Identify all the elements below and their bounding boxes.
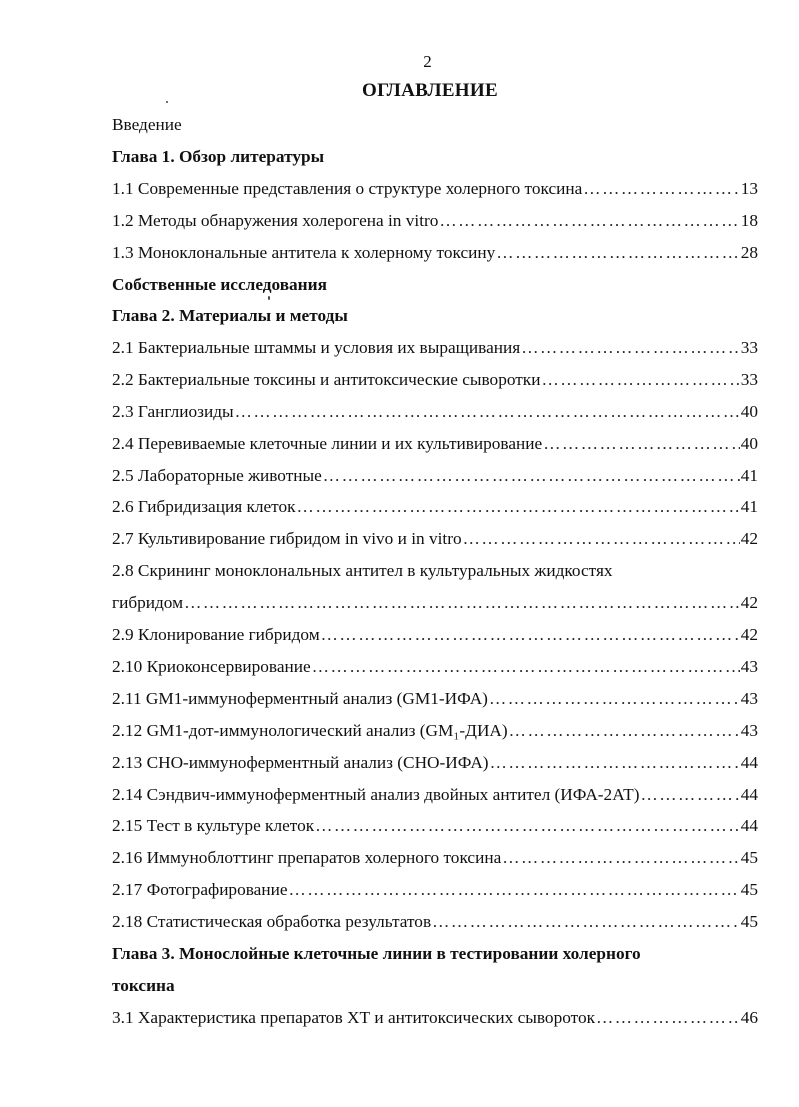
toc-entry: 2.11 GM1-иммуноферментный анализ (GM1-ИФА) …………………………………………………………………………………………………………………………………………………… 43 (112, 684, 758, 714)
toc-entry: 3.1 Характеристика препаратов ХТ и антитоксических сывороток …………………………………………………………………………………………………………………………………………………… 46 (112, 1003, 758, 1033)
toc-entry: 2.17 Фотографирование …………………………………………………………………………………………………………………………………………………… 45 (112, 875, 758, 905)
toc-entry: 2.3 Ганглиозиды …………………………………………………………………………………………………………………………………………………… 40 (112, 397, 758, 427)
toc-heading-chapter-1: Глава 1. Обзор литературы (112, 147, 325, 166)
toc-page-number: 45 (740, 880, 758, 899)
dot-leader (184, 588, 740, 618)
toc-entry: 2.16 Иммуноблоттинг препаратов холерного токсина …………………………………………………………………………………………………………………………………………………… 45 (112, 843, 758, 873)
dot-leader (489, 684, 740, 714)
toc-page-number: 33 (740, 338, 758, 357)
toc-page-number: 13 (740, 179, 758, 198)
dot-leader (543, 429, 740, 459)
toc-entry: 1.1 Современные представления о структуре холерного токсина …………………………………………………………………………………………………………………………………………………… 13 (112, 174, 758, 204)
toc-page-number: 40 (740, 434, 758, 453)
toc-entry: 1.3 Моноклональные антитела к холерному токсину …………………………………………………………………………………………………………………………………………………… 28 (112, 238, 758, 268)
page-number: 2 (423, 52, 432, 71)
toc-page-number: 46 (740, 1008, 758, 1027)
dot-leader (640, 780, 739, 810)
dot-leader (509, 716, 740, 746)
dot-leader (439, 206, 739, 236)
toc-entry: 2.2 Бактериальные токсины и антитоксические сыворотки …………………………………………………………………………………………………………………………………………………… 33 (112, 365, 758, 395)
toc-entry: 2.18 Статистическая обработка результатов …………………………………………………………………………………………………………………………………………………… 45 (112, 907, 758, 937)
toc-entry: 2.1 Бактериальные штаммы и условия их выращивания …………………………………………………………………………………………………………………………………………………… 33 (112, 333, 758, 363)
toc-page-number: 42 (740, 593, 758, 612)
page-title: ОГЛАВЛЕНИЕ (362, 80, 498, 101)
toc-page-number: 43 (740, 721, 758, 740)
dot-leader (297, 492, 740, 522)
toc-page-number: 45 (740, 912, 758, 931)
toc-entry: 2.14 Сэндвич-иммуноферментный анализ двойных антител (ИФА-2АТ) …………………………………………………………………………………………………………………………………………………… 44 (112, 780, 758, 810)
dot-leader (315, 811, 740, 841)
toc-page-number: 42 (740, 625, 758, 644)
toc-page-number: 42 (740, 529, 758, 548)
dot-leader (496, 238, 739, 268)
dot-leader (323, 461, 740, 491)
toc-page-number: 41 (740, 497, 758, 516)
dot-leader (321, 620, 740, 650)
toc-entry-continued: 2.8 Скрининг моноклональных антител в культуральных жидкостях (112, 561, 613, 580)
dot-leader (289, 875, 740, 905)
toc-heading-chapter-2: Глава 2. Материалы и методы (112, 306, 348, 325)
dot-leader (521, 333, 739, 363)
toc-entry: 2.4 Перевиваемые клеточные линии и их культивирование …………………………………………………………………………………………………………………………………………………… 40 (112, 429, 758, 459)
toc-entry: 2.7 Культивирование гибридом in vivo и in vitro …………………………………………………………………………………………………………………………………………………… 42 (112, 524, 758, 554)
dot-leader (596, 1003, 740, 1033)
toc-page-number: 33 (740, 370, 758, 389)
dot-leader (490, 748, 740, 778)
toc-entry: 2.9 Клонирование гибридом …………………………………………………………………………………………………………………………………………………… 42 (112, 620, 758, 650)
toc-page-number: 44 (740, 816, 758, 835)
dot-leader (541, 365, 739, 395)
toc-page-number: 44 (740, 785, 758, 804)
toc-entry: 2.12 GM1-дот-иммунологический анализ (GM₁-ДИА) …………………………………………………………………………………………………………………………………………………… 43 (112, 716, 758, 746)
toc-page-number: 43 (740, 689, 758, 708)
toc-entry: 2.13 CHO-иммуноферментный анализ (CHO-ИФА) …………………………………………………………………………………………………………………………………………………… 44 (112, 748, 758, 778)
toc-entry: 2.15 Тест в культуре клеток …………………………………………………………………………………………………………………………………………………… 44 (112, 811, 758, 841)
toc-page-number: 41 (740, 466, 758, 485)
toc-heading-own-research: Собственные исследования (112, 275, 327, 294)
scan-speck (166, 101, 168, 103)
dot-leader (583, 174, 739, 204)
toc-entry: гибридом …………………………………………………………………………………………………………………………………………………… 42 (112, 588, 758, 618)
toc-page-number: 18 (740, 211, 758, 230)
toc-page-number: 45 (740, 848, 758, 867)
dot-leader (432, 907, 740, 937)
dot-leader (463, 524, 740, 554)
toc-page-number: 28 (740, 243, 758, 262)
toc-page-number: 44 (740, 753, 758, 772)
dot-leader (235, 397, 740, 427)
toc-row-intro: Введение (112, 115, 182, 134)
toc-page-number: 40 (740, 402, 758, 421)
toc-entry: 2.10 Криоконсервирование …………………………………………………………………………………………………………………………………………………… 43 (112, 652, 758, 682)
dot-leader (502, 843, 739, 873)
toc-entry: 2.6 Гибридизация клеток …………………………………………………………………………………………………………………………………………………… 41 (112, 492, 758, 522)
toc-heading-chapter-3: Глава 3. Монослойные клеточные линии в тестировании холерного (112, 944, 641, 963)
toc-heading-chapter-3-cont: токсина (112, 976, 175, 995)
dot-leader (312, 652, 740, 682)
toc-page-number: 43 (740, 657, 758, 676)
toc-entry: 2.5 Лабораторные животные …………………………………………………………………………………………………………………………………………………… 41 (112, 461, 758, 491)
toc-entry: 1.2 Методы обнаружения холерогена in vitro …………………………………………………………………………………………………………………………………………………… 18 (112, 206, 758, 236)
